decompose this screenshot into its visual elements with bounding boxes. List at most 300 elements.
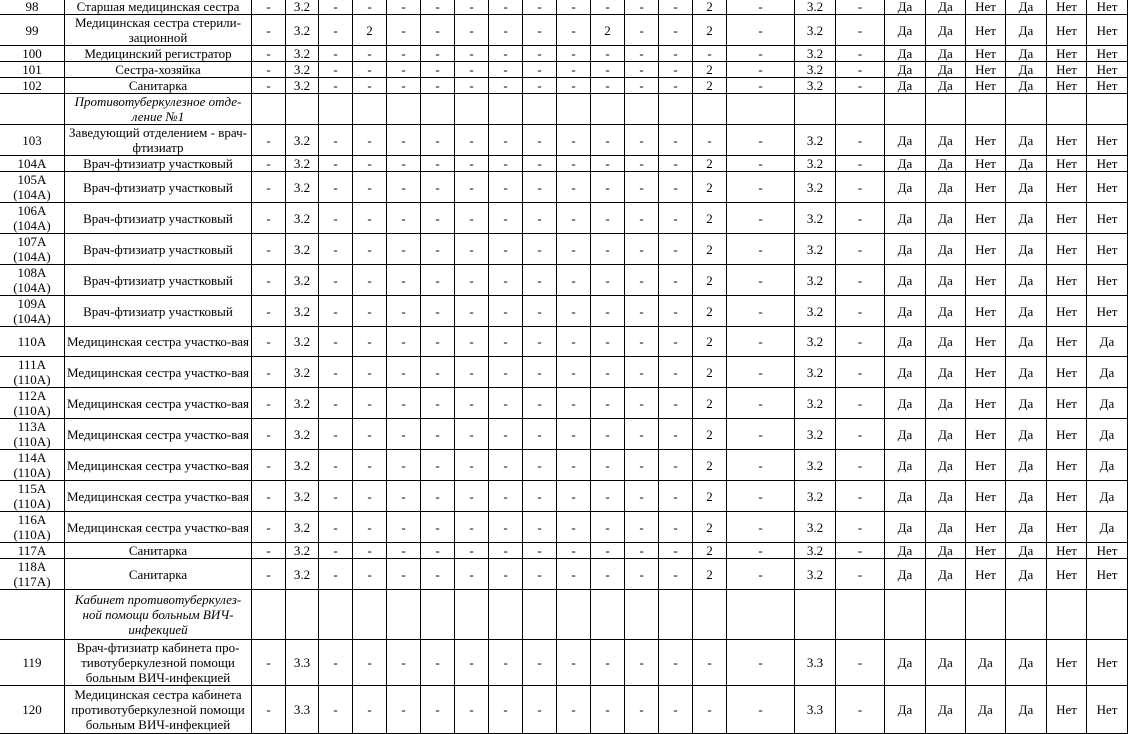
value-cell: Да — [1087, 357, 1128, 388]
value-cell: - — [591, 203, 625, 234]
table-row — [0, 296, 1128, 327]
value-cell: - — [836, 388, 885, 419]
value-cell: - — [727, 640, 795, 686]
value-cell: - — [625, 640, 659, 686]
value-cell: - — [836, 15, 885, 46]
value-cell: - — [489, 203, 523, 234]
value-cell: - — [252, 327, 286, 357]
value-cell: Да — [885, 265, 926, 296]
value-cell: 3.2 — [795, 78, 836, 94]
value-cell: - — [421, 125, 455, 156]
job-title: Врач-фтизиатр участковый — [65, 203, 252, 234]
section-title: Противотуберкулезное отде-ление №1 — [65, 94, 252, 125]
value-cell: Да — [885, 125, 926, 156]
value-cell: - — [319, 265, 353, 296]
value-cell: - — [421, 15, 455, 46]
value-cell: - — [523, 46, 557, 62]
value-cell: - — [421, 543, 455, 559]
value-cell: - — [659, 327, 693, 357]
value-cell: 3.2 — [286, 512, 319, 543]
table-row — [0, 357, 1128, 388]
value-cell: - — [489, 234, 523, 265]
value-cell: 2 — [693, 15, 727, 46]
value-cell: - — [659, 357, 693, 388]
value-cell: 3.2 — [286, 450, 319, 481]
empty-cell — [557, 94, 591, 125]
value-cell: - — [319, 203, 353, 234]
value-cell: 3.2 — [286, 388, 319, 419]
value-cell: 3.2 — [286, 234, 319, 265]
value-cell: Нет — [1087, 78, 1128, 94]
value-cell: - — [353, 357, 387, 388]
value-cell: 3.2 — [286, 543, 319, 559]
value-cell: - — [252, 543, 286, 559]
value-cell: - — [625, 327, 659, 357]
empty-cell — [523, 590, 557, 640]
value-cell: - — [387, 234, 421, 265]
value-cell: - — [625, 357, 659, 388]
value-cell: 2 — [693, 0, 727, 15]
empty-cell — [966, 94, 1006, 125]
value-cell: Да — [1006, 512, 1047, 543]
value-cell: 3.3 — [286, 686, 319, 734]
value-cell: - — [557, 450, 591, 481]
value-cell: Да — [926, 559, 966, 590]
workplace-number: 110А — [0, 327, 65, 357]
value-cell: - — [727, 481, 795, 512]
value-cell: 3.2 — [795, 543, 836, 559]
value-cell: - — [421, 46, 455, 62]
value-cell: - — [836, 125, 885, 156]
value-cell: - — [557, 265, 591, 296]
job-title: Медицинская сестра участко-вая — [65, 512, 252, 543]
value-cell: Нет — [966, 481, 1006, 512]
job-title: Медицинская сестра участко-вая — [65, 388, 252, 419]
value-cell: 2 — [693, 559, 727, 590]
job-title: Врач-фтизиатр участковый — [65, 265, 252, 296]
value-cell: Нет — [966, 388, 1006, 419]
value-cell: Нет — [1047, 419, 1087, 450]
value-cell: - — [836, 686, 885, 734]
job-title: Врач-фтизиатр участковый — [65, 172, 252, 203]
value-cell: - — [523, 203, 557, 234]
value-cell: - — [625, 512, 659, 543]
value-cell: Да — [1006, 172, 1047, 203]
value-cell: - — [659, 686, 693, 734]
value-cell: - — [625, 234, 659, 265]
value-cell: - — [421, 234, 455, 265]
value-cell: 3.2 — [286, 559, 319, 590]
table-row — [0, 78, 1128, 94]
value-cell: - — [455, 78, 489, 94]
value-cell: - — [557, 62, 591, 78]
value-cell: - — [353, 450, 387, 481]
workplace-number: 99 — [0, 15, 65, 46]
value-cell: - — [387, 450, 421, 481]
value-cell: - — [727, 543, 795, 559]
value-cell: - — [836, 543, 885, 559]
value-cell: - — [591, 450, 625, 481]
table-row — [0, 62, 1128, 78]
value-cell: 3.2 — [286, 419, 319, 450]
value-cell: - — [836, 78, 885, 94]
workplace-number: 117А — [0, 543, 65, 559]
value-cell: - — [455, 419, 489, 450]
value-cell: - — [387, 203, 421, 234]
value-cell: - — [659, 156, 693, 172]
empty-cell — [1087, 94, 1128, 125]
value-cell: - — [836, 0, 885, 15]
table-row — [0, 203, 1128, 234]
value-cell: Да — [1006, 0, 1047, 15]
table-row — [0, 125, 1128, 156]
value-cell: - — [421, 172, 455, 203]
value-cell: 2 — [693, 450, 727, 481]
value-cell: - — [523, 543, 557, 559]
empty-cell — [0, 94, 65, 125]
value-cell: Нет — [1087, 265, 1128, 296]
value-cell: Нет — [966, 357, 1006, 388]
job-title: Медицинская сестра участко-вая — [65, 450, 252, 481]
value-cell: Да — [1006, 46, 1047, 62]
value-cell: - — [727, 62, 795, 78]
job-title: Медицинская сестра участко-вая — [65, 481, 252, 512]
value-cell: - — [591, 512, 625, 543]
value-cell: 3.2 — [795, 234, 836, 265]
value-cell: Да — [966, 686, 1006, 734]
value-cell: Да — [926, 388, 966, 419]
value-cell: - — [557, 125, 591, 156]
value-cell: Да — [1006, 156, 1047, 172]
value-cell: - — [693, 686, 727, 734]
value-cell: - — [523, 15, 557, 46]
value-cell: - — [625, 0, 659, 15]
value-cell: - — [625, 388, 659, 419]
value-cell: - — [387, 543, 421, 559]
value-cell: - — [523, 686, 557, 734]
value-cell: - — [421, 481, 455, 512]
value-cell: 3.2 — [795, 15, 836, 46]
value-cell: - — [455, 203, 489, 234]
value-cell: - — [421, 62, 455, 78]
value-cell: - — [252, 640, 286, 686]
value-cell: - — [727, 388, 795, 419]
value-cell: Нет — [1047, 78, 1087, 94]
value-cell: - — [252, 62, 286, 78]
value-cell: 3.2 — [286, 203, 319, 234]
value-cell: 2 — [693, 327, 727, 357]
value-cell: - — [836, 62, 885, 78]
value-cell: - — [557, 156, 591, 172]
value-cell: Нет — [1047, 559, 1087, 590]
value-cell: - — [353, 125, 387, 156]
value-cell: - — [836, 265, 885, 296]
workplace-number: 113А (110А) — [0, 419, 65, 450]
value-cell: 2 — [693, 388, 727, 419]
value-cell: - — [557, 172, 591, 203]
empty-cell — [1047, 590, 1087, 640]
empty-cell — [693, 590, 727, 640]
value-cell: Нет — [1087, 0, 1128, 15]
table-row — [0, 450, 1128, 481]
value-cell: - — [319, 419, 353, 450]
value-cell: Да — [926, 640, 966, 686]
value-cell: Да — [1006, 125, 1047, 156]
empty-cell — [353, 94, 387, 125]
value-cell: Нет — [966, 296, 1006, 327]
value-cell: - — [836, 512, 885, 543]
value-cell: - — [455, 512, 489, 543]
value-cell: 2 — [693, 172, 727, 203]
value-cell: - — [387, 125, 421, 156]
value-cell: Нет — [1047, 172, 1087, 203]
value-cell: - — [353, 203, 387, 234]
value-cell: - — [387, 481, 421, 512]
value-cell: - — [387, 172, 421, 203]
value-cell: - — [523, 172, 557, 203]
value-cell: Нет — [1047, 203, 1087, 234]
value-cell: - — [455, 686, 489, 734]
value-cell: - — [659, 0, 693, 15]
value-cell: - — [252, 172, 286, 203]
value-cell: - — [421, 640, 455, 686]
value-cell: - — [523, 0, 557, 15]
value-cell: - — [727, 512, 795, 543]
value-cell: - — [489, 156, 523, 172]
value-cell: - — [659, 172, 693, 203]
value-cell: Да — [1087, 481, 1128, 512]
job-title: Санитарка — [65, 543, 252, 559]
table-row — [0, 234, 1128, 265]
value-cell: Нет — [966, 0, 1006, 15]
value-cell: - — [659, 481, 693, 512]
workplace-number: 116А (110А) — [0, 512, 65, 543]
value-cell: - — [489, 15, 523, 46]
value-cell: Да — [926, 156, 966, 172]
value-cell: 2 — [693, 156, 727, 172]
value-cell: - — [727, 357, 795, 388]
value-cell: Нет — [1047, 450, 1087, 481]
value-cell: 2 — [353, 15, 387, 46]
value-cell: Да — [926, 450, 966, 481]
value-cell: Нет — [966, 172, 1006, 203]
value-cell: - — [353, 234, 387, 265]
value-cell: - — [489, 543, 523, 559]
value-cell: - — [727, 172, 795, 203]
value-cell: - — [557, 46, 591, 62]
value-cell: - — [693, 125, 727, 156]
value-cell: 3.2 — [795, 327, 836, 357]
value-cell: - — [421, 296, 455, 327]
value-cell: - — [252, 46, 286, 62]
value-cell: - — [387, 512, 421, 543]
value-cell: - — [252, 15, 286, 46]
value-cell: - — [252, 450, 286, 481]
value-cell: - — [557, 78, 591, 94]
empty-cell — [353, 590, 387, 640]
value-cell: 2 — [693, 78, 727, 94]
value-cell: - — [557, 481, 591, 512]
value-cell: - — [625, 203, 659, 234]
value-cell: 3.2 — [795, 481, 836, 512]
value-cell: Да — [885, 0, 926, 15]
value-cell: - — [727, 46, 795, 62]
value-cell: - — [836, 296, 885, 327]
value-cell: Нет — [966, 156, 1006, 172]
value-cell: - — [353, 481, 387, 512]
value-cell: - — [727, 125, 795, 156]
value-cell: - — [557, 357, 591, 388]
workplace-number: 119 — [0, 640, 65, 686]
value-cell: 3.2 — [286, 125, 319, 156]
value-cell: - — [591, 640, 625, 686]
value-cell: Да — [1006, 357, 1047, 388]
table-row — [0, 543, 1128, 559]
value-cell: - — [836, 46, 885, 62]
section-header-row — [0, 94, 1128, 125]
value-cell: Да — [926, 512, 966, 543]
empty-cell — [455, 590, 489, 640]
table-row — [0, 156, 1128, 172]
value-cell: Да — [1006, 296, 1047, 327]
value-cell: - — [659, 388, 693, 419]
value-cell: - — [489, 388, 523, 419]
value-cell: Да — [1087, 327, 1128, 357]
value-cell: - — [455, 296, 489, 327]
value-cell: Да — [885, 481, 926, 512]
value-cell: - — [591, 234, 625, 265]
value-cell: - — [591, 0, 625, 15]
empty-cell — [1006, 94, 1047, 125]
value-cell: Да — [1006, 265, 1047, 296]
value-cell: 2 — [693, 296, 727, 327]
value-cell: - — [727, 327, 795, 357]
value-cell: Да — [1087, 419, 1128, 450]
value-cell: Да — [926, 78, 966, 94]
value-cell: 3.2 — [795, 203, 836, 234]
value-cell: - — [353, 388, 387, 419]
value-cell: - — [489, 640, 523, 686]
workplace-number: 112А (110А) — [0, 388, 65, 419]
value-cell: - — [252, 203, 286, 234]
value-cell: - — [557, 640, 591, 686]
value-cell: - — [319, 357, 353, 388]
value-cell: - — [387, 640, 421, 686]
value-cell: Да — [926, 686, 966, 734]
empty-cell — [659, 94, 693, 125]
value-cell: Нет — [966, 62, 1006, 78]
value-cell: Да — [885, 388, 926, 419]
value-cell: 3.2 — [795, 559, 836, 590]
table-row — [0, 265, 1128, 296]
value-cell: - — [489, 62, 523, 78]
value-cell: - — [319, 156, 353, 172]
value-cell: - — [387, 686, 421, 734]
value-cell: Да — [885, 419, 926, 450]
value-cell: Нет — [1087, 62, 1128, 78]
value-cell: - — [836, 640, 885, 686]
value-cell: - — [455, 0, 489, 15]
value-cell: - — [557, 543, 591, 559]
value-cell: 3.2 — [795, 388, 836, 419]
empty-cell — [0, 590, 65, 640]
value-cell: - — [252, 296, 286, 327]
value-cell: - — [727, 15, 795, 46]
value-cell: - — [319, 450, 353, 481]
value-cell: 2 — [693, 234, 727, 265]
value-cell: - — [252, 156, 286, 172]
value-cell: - — [421, 686, 455, 734]
value-cell: - — [489, 450, 523, 481]
value-cell: Нет — [1087, 125, 1128, 156]
value-cell: 3.3 — [795, 640, 836, 686]
value-cell: Да — [885, 512, 926, 543]
workplace-number: 115А (110А) — [0, 481, 65, 512]
table-row — [0, 481, 1128, 512]
value-cell: Нет — [1087, 15, 1128, 46]
empty-cell — [659, 590, 693, 640]
value-cell: - — [557, 559, 591, 590]
value-cell: Да — [926, 172, 966, 203]
value-cell: - — [319, 543, 353, 559]
value-cell: - — [625, 265, 659, 296]
value-cell: - — [659, 559, 693, 590]
empty-cell — [421, 590, 455, 640]
value-cell: Нет — [966, 450, 1006, 481]
value-cell: - — [625, 481, 659, 512]
value-cell: - — [523, 450, 557, 481]
empty-cell — [966, 590, 1006, 640]
value-cell: - — [557, 327, 591, 357]
value-cell: Да — [885, 203, 926, 234]
value-cell: - — [319, 686, 353, 734]
value-cell: Нет — [966, 327, 1006, 357]
table-row — [0, 15, 1128, 46]
value-cell: Да — [926, 296, 966, 327]
value-cell: - — [455, 559, 489, 590]
value-cell: - — [625, 686, 659, 734]
value-cell: 2 — [693, 357, 727, 388]
value-cell: Да — [1006, 78, 1047, 94]
value-cell: - — [252, 481, 286, 512]
value-cell: Да — [926, 0, 966, 15]
value-cell: Да — [885, 15, 926, 46]
value-cell: - — [353, 559, 387, 590]
value-cell: - — [353, 78, 387, 94]
value-cell: Да — [926, 125, 966, 156]
value-cell: - — [625, 450, 659, 481]
value-cell: Нет — [1047, 512, 1087, 543]
value-cell: - — [625, 15, 659, 46]
value-cell: - — [523, 156, 557, 172]
value-cell: Нет — [1047, 125, 1087, 156]
value-cell: - — [319, 234, 353, 265]
value-cell: - — [455, 543, 489, 559]
empty-cell — [1006, 590, 1047, 640]
value-cell: - — [252, 125, 286, 156]
value-cell: Да — [1087, 388, 1128, 419]
value-cell: Да — [1006, 543, 1047, 559]
value-cell: - — [387, 327, 421, 357]
value-cell: - — [659, 46, 693, 62]
value-cell: Нет — [966, 265, 1006, 296]
empty-cell — [926, 590, 966, 640]
value-cell: Да — [926, 327, 966, 357]
value-cell: 3.2 — [286, 0, 319, 15]
workplace-number: 114А (110А) — [0, 450, 65, 481]
workplace-number: 104А — [0, 156, 65, 172]
value-cell: Нет — [966, 543, 1006, 559]
